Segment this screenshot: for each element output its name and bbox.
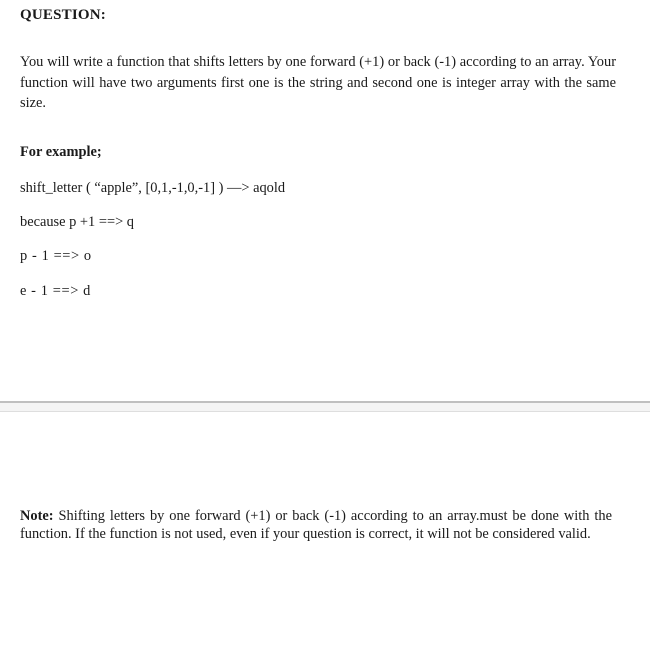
- note-paragraph: [20, 507, 612, 543]
- question-heading: QUESTION:: [20, 7, 106, 23]
- example-call: shift_letter ( “apple”, [0,1,-1,0,-1] ) —> aqold: [20, 180, 286, 196]
- note-label: Note:: [20, 508, 54, 524]
- question-description: You will write a function that shifts letters by one forward (+1) or back (-1) according to an array. Your function will have two arguments first one is the string and second one is integer array with the same size.: [20, 54, 616, 111]
- example-step-2: p - 1 ==> o: [20, 248, 92, 264]
- note-text: Shifting letters by one forward (+1) or back (-1) according to an array.must be done with the function. If the function is not used, even if your question is correct, it will not be considered valid.: [20, 508, 612, 542]
- example-step-3: e - 1 ==> d: [20, 283, 91, 299]
- example-step-1: because p +1 ==> q: [20, 214, 134, 230]
- section-divider: [0, 401, 650, 412]
- example-heading: For example;: [20, 144, 102, 160]
